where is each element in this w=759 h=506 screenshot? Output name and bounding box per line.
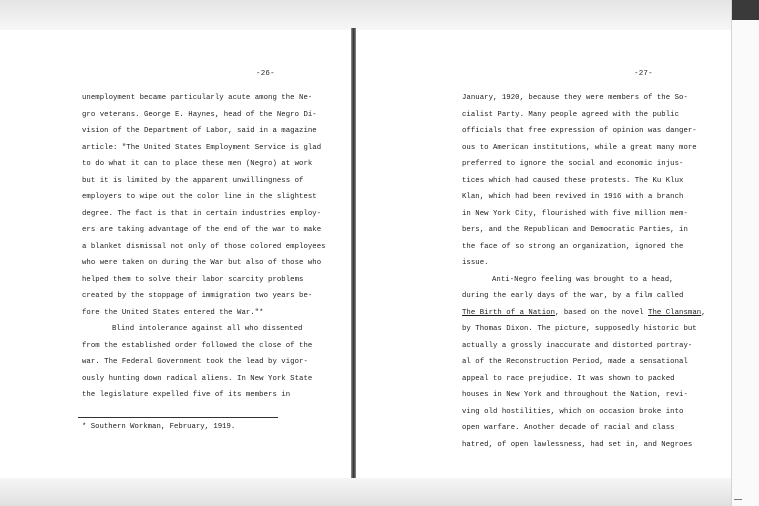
text-line: a blanket dismissal not only of those colored employees	[82, 242, 326, 251]
text-line: bers, and the Republican and Democratic Parties, in	[462, 226, 688, 234]
text-line: Anti-Negro feeling was brought to a head,	[492, 275, 674, 284]
edge-mark	[734, 495, 742, 500]
text-line: created by the stoppage of immigration two years be-	[82, 292, 313, 300]
text-line: ving old hostilities, which on occasion broke into	[462, 407, 684, 416]
bottom-margin-shadow	[0, 478, 759, 506]
text-line: cialist Party. Many people agreed with the public	[462, 110, 680, 119]
text-line: but it is limited by the apparent unwillingness of	[82, 176, 304, 185]
right-page	[356, 30, 731, 478]
footnote: * Southern Workman, February, 1919.	[82, 423, 236, 431]
text-line: Blind intolerance against all who dissented	[112, 325, 303, 333]
text-line: open warfare. Another decade of racial and class	[462, 424, 675, 432]
text-line: ers are taking advantage of the end of the war to make	[82, 226, 322, 234]
text-line: the legislature expelled five of its members in	[82, 391, 291, 399]
right-page-number: -27-	[634, 70, 653, 78]
text-line: al of the Reconstruction Period, made a sensational	[462, 358, 688, 366]
text-span: ,	[701, 308, 706, 317]
text-line: in New York City, flourished with five million mem-	[462, 209, 688, 218]
text-line: Klan, which had been revived in 1916 with a branch	[462, 193, 684, 201]
film-notch	[732, 0, 759, 20]
text-span: , based on the novel	[555, 308, 649, 317]
left-page	[0, 30, 352, 478]
text-line: who were taken on during the War but also of those who	[82, 259, 322, 267]
footnote-rule	[78, 417, 278, 418]
text-line: tices which had caused these protests. The Ku Klux	[462, 176, 684, 185]
text-line: during the early days of the war, by a film called	[462, 292, 684, 300]
top-margin-shadow	[0, 0, 759, 30]
film-title: The Birth of a Nation	[462, 308, 556, 317]
novel-title: The Clansman	[648, 308, 702, 317]
text-line: January, 1920, because they were members of the So-	[462, 94, 688, 102]
text-line: ous to American institutions, while a great many more	[462, 143, 697, 152]
text-line: ously hunting down radical aliens. In New York State	[82, 374, 313, 383]
text-line: actually a grossly inaccurate and distorted portray-	[462, 341, 693, 350]
text-line: issue.	[462, 259, 489, 267]
text-line: war. The Federal Government took the lead by vigor-	[82, 358, 308, 366]
text-line: by Thomas Dixon. The picture, supposedly historic but	[462, 325, 697, 333]
text-line: helped them to solve their labor scarcity problems	[82, 275, 304, 284]
text-line: the face of so strong an organization, ignored the	[462, 242, 684, 251]
text-line: hatred, of open lawlessness, had set in, and Negroes	[462, 440, 693, 449]
text-line: preferred to ignore the social and economic injus-	[462, 160, 684, 168]
text-line: officials that free expression of opinion was danger-	[462, 127, 697, 135]
text-line: fore the United States entered the War."*	[82, 308, 264, 317]
text-line: article: "The United States Employment Service is glad	[82, 143, 322, 152]
film-edge	[731, 0, 759, 506]
text-line: to do what it can to place these men (Negro) at work	[82, 160, 313, 168]
text-line: unemployment became particularly acute among the Ne-	[82, 94, 313, 102]
left-page-number: -26-	[256, 70, 275, 78]
text-line: appeal to race prejudice. It was shown to packed	[462, 374, 675, 383]
text-line: degree. The fact is that in certain industries employ-	[82, 209, 322, 218]
text-line: vision of the Department of Labor, said in a magazine	[82, 127, 317, 135]
text-line-with-titles	[462, 305, 706, 322]
text-line: houses in New York and throughout the Nation, revi-	[462, 391, 688, 399]
text-line: from the established order followed the close of the	[82, 341, 313, 350]
left-page-body	[82, 90, 326, 404]
text-line: gro veterans. George E. Haynes, head of the Negro Di-	[82, 110, 317, 119]
right-page-body	[462, 90, 706, 453]
text-line: employers to wipe out the color line in the slightest	[82, 193, 317, 201]
